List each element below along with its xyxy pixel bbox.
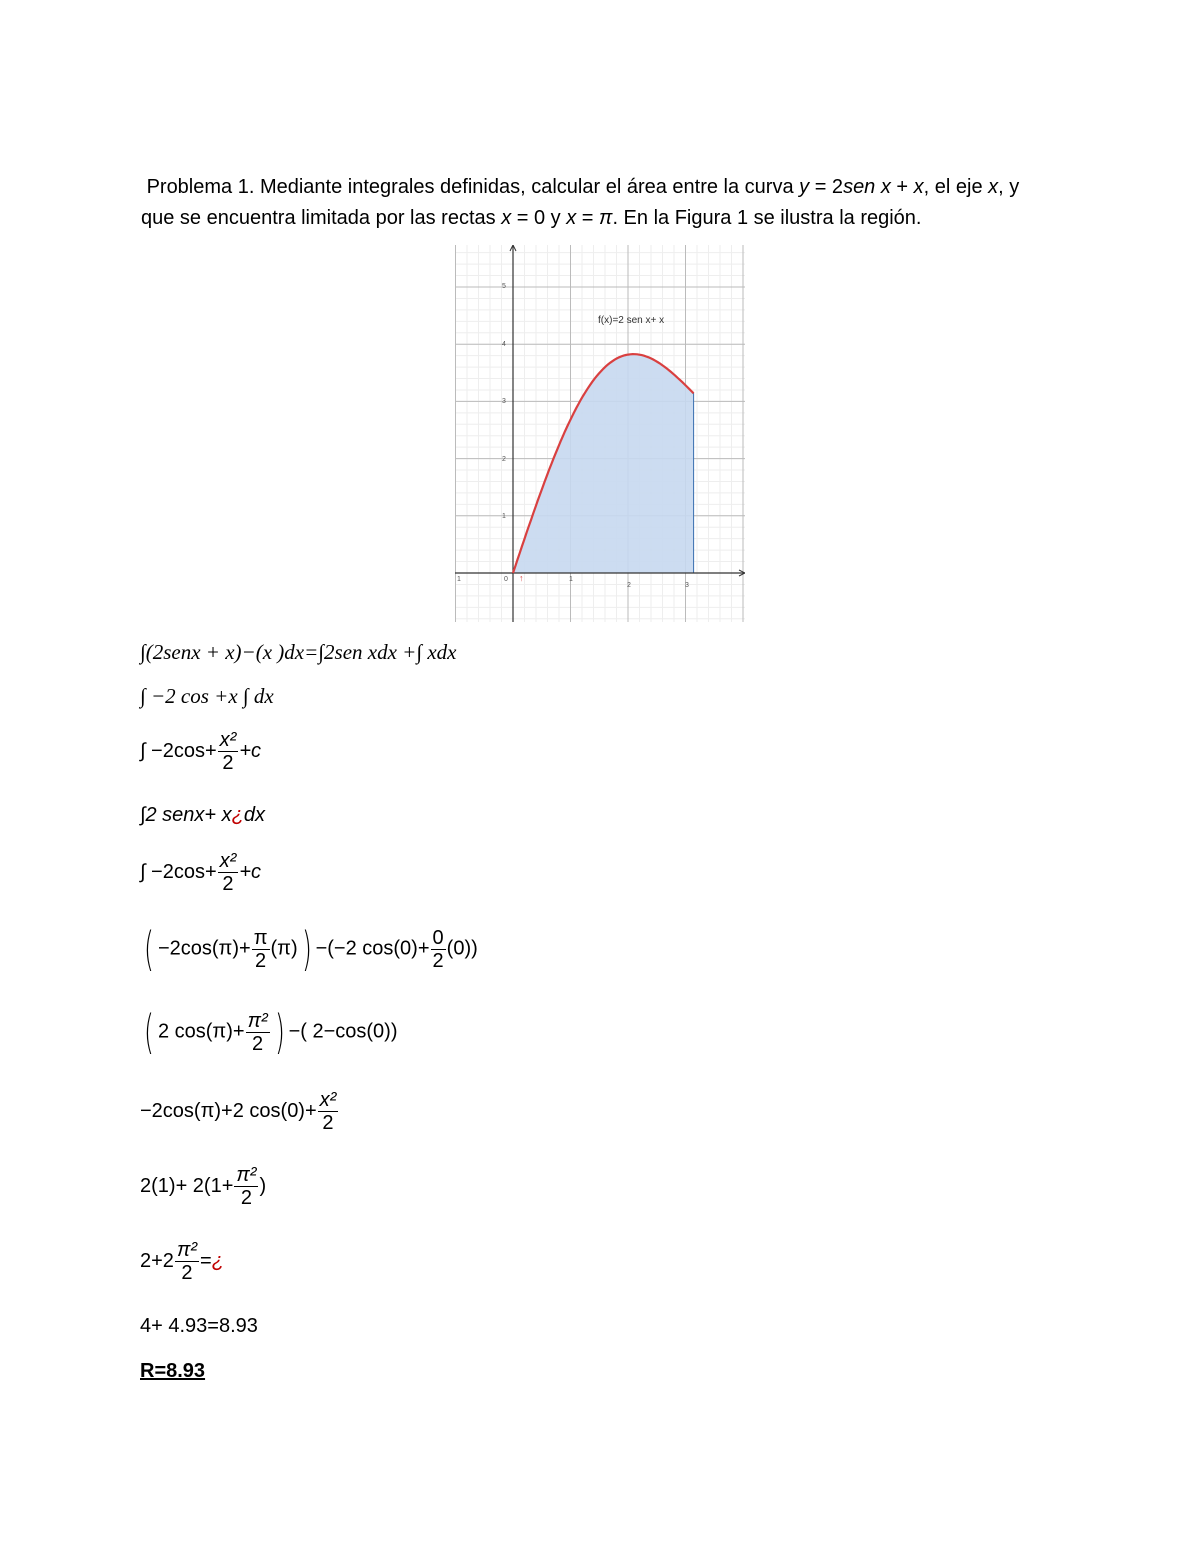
problem-text: = [576,207,600,229]
step-7 [140,1005,398,1059]
numerator: π² [176,1239,197,1261]
denominator: 2 [252,1032,264,1055]
step-text: 4+ 4.93=8.93 [140,1315,258,1337]
fraction [431,928,446,971]
numerator: x² [319,1089,337,1111]
denominator: 2 [222,752,234,774]
step-9 [140,1165,266,1208]
step-text: 2(1)+ 2(1+ [140,1174,234,1197]
fraction [218,851,239,894]
numerator: x² [219,729,237,751]
step-text: −(−2 cos(0)+ [315,937,430,960]
step-8 [140,1090,339,1133]
fraction [318,1090,339,1133]
fraction [252,928,270,971]
denominator: 2 [240,1187,252,1209]
fraction [234,1165,258,1208]
area-region [513,354,694,573]
y-tick-label: 1 [502,513,506,520]
y-tick-label: 5 [502,283,506,290]
problem-line-1 [141,172,1061,203]
fraction [246,1011,270,1054]
paren: ) [274,1005,285,1059]
step-text: ∫ −2cos+ [140,860,217,883]
y-tick-label: 2 [502,456,506,463]
step-text: −2cos(π)+ [157,937,251,960]
figure-1 [455,245,745,622]
paren: ( [144,1005,154,1059]
numerator: 0 [432,926,444,949]
x-tick-label: 2 [627,582,631,589]
step-text: 2 cos(π)+ [157,1020,245,1043]
origin-marker: ↑ [519,573,524,583]
unknown-glyph: ¿ [211,1249,224,1272]
step-text: 2+2 [140,1249,174,1272]
problem-text: , el eje [923,176,989,198]
function-label: f(x)=2 sen x+ x [598,315,665,326]
problem-text: = 2 [809,176,844,198]
step-2 [140,684,274,709]
problem-text: + [890,176,914,198]
problem-text: que se encuentra limitada por las rectas [141,207,502,229]
denominator: 2 [432,949,444,972]
step-text: ) [259,1174,267,1197]
x-tick-label: 1 [569,576,573,583]
problem-text: = 0 y [511,207,567,229]
step-text: −( 2−cos(0)) [288,1020,398,1043]
fraction [218,730,239,773]
x-tick-label: 1 [457,576,461,583]
figure-graph [455,245,745,622]
step-text: +c [239,739,261,762]
step-text: = [200,1249,212,1272]
problem-text: . En la Figura 1 se ilustra la región. [612,207,922,229]
denominator: 2 [255,949,267,972]
problem-text: Problema 1. Mediante integrales definidas, calcular el área entre la curva [146,176,800,198]
var-pi: π [599,207,613,229]
step-text: +c [239,860,261,883]
problem-line-2 [141,203,1061,234]
var-x: x [566,207,577,229]
var-x: x [913,176,924,198]
denominator: 2 [322,1112,334,1134]
denominator: 2 [181,1262,193,1284]
problem-text: , y [998,176,1020,198]
x-tick-label: 0 [504,576,508,583]
numerator: x² [219,850,237,872]
step-text: ∫2 senx+ x [140,804,232,826]
x-tick-label: 3 [685,582,689,589]
step-text: (0)) [446,937,478,960]
fraction [175,1240,199,1283]
step-11 [140,1315,258,1338]
step-1 [140,640,456,665]
step-6 [140,922,478,976]
var-sen: sen x [843,176,891,198]
final-result: R=8.93 [140,1360,206,1382]
step-text: dx [243,804,265,826]
unknown-glyph: ¿ [231,804,244,826]
step-text: (π) [270,937,298,960]
numerator: π² [236,1164,257,1186]
step-text: ∫ −2cos+ [140,739,217,762]
step-text: ∫(2senx + x)−(x )dx=∫2sen xdx +∫ xdx [140,640,457,664]
var-y: y [799,176,810,198]
y-tick-label: 4 [502,341,506,348]
step-3 [140,730,261,773]
y-tick-label: 3 [502,398,506,405]
numerator: π² [247,1009,268,1032]
problem-statement [141,172,1061,234]
paren: ) [301,922,312,976]
step-text: ∫ −2 cos +x ∫ dx [140,684,274,708]
var-x: x [988,176,999,198]
numerator: π [253,926,268,949]
step-5 [140,851,261,894]
step-4 [140,804,265,827]
denominator: 2 [222,873,234,895]
step-text: −2cos(π)+2 cos(0)+ [140,1099,317,1122]
paren: ( [144,922,154,976]
step-10 [140,1240,224,1283]
var-x: x [501,207,512,229]
